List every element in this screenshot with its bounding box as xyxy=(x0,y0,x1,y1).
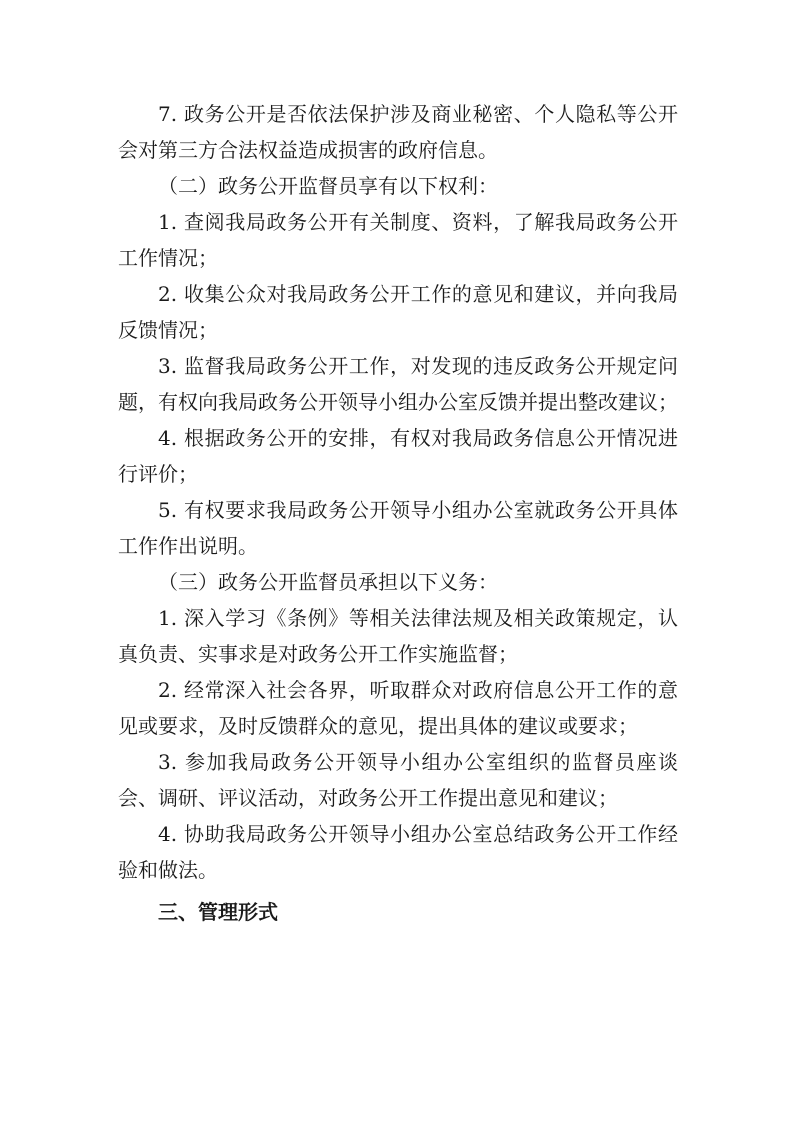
rights-item-1: 1. 查阅我局政务公开有关制度、资料，了解我局政务公开工作情况； xyxy=(118,210,678,270)
subsection-heading-rights: （二）政务公开监督员享有以下权利： xyxy=(158,174,498,198)
rights-item-4: 4. 根据政务公开的安排，有权对我局政务信息公开情况进行评价； xyxy=(118,426,678,486)
paragraph-item-7-protection: 7. 政务公开是否依法保护涉及商业秘密、个人隐私等公开会对第三方合法权益造成损害的政府信息。 xyxy=(118,102,678,162)
rights-item-2: 2. 收集公众对我局政务公开工作的意见和建议，并向我局反馈情况； xyxy=(118,282,678,342)
rights-item-5: 5. 有权要求我局政务公开领导小组办公室就政务公开具体工作作出说明。 xyxy=(118,498,678,558)
section-heading-management: 三、管理形式 xyxy=(158,900,278,924)
duties-item-2: 2. 经常深入社会各界，听取群众对政府信息公开工作的意见或要求，及时反馈群众的意见，提出具体的建议或要求； xyxy=(118,678,678,738)
duties-item-3: 3. 参加我局政务公开领导小组办公室组织的监督员座谈会、调研、评议活动，对政务公开工作提出意见和建议； xyxy=(118,750,678,810)
duties-item-4: 4. 协助我局政务公开领导小组办公室总结政务公开工作经验和做法。 xyxy=(118,822,678,882)
document-body xyxy=(118,96,678,930)
rights-item-3: 3. 监督我局政务公开工作，对发现的违反政务公开规定问题，有权向我局政务公开领导小组办公室反馈并提出整改建议； xyxy=(118,354,678,414)
subsection-heading-duties: （三）政务公开监督员承担以下义务： xyxy=(158,570,498,594)
duties-item-1: 1. 深入学习《条例》等相关法律法规及相关政策规定，认真负责、实事求是对政务公开工作实施监督； xyxy=(118,606,678,666)
